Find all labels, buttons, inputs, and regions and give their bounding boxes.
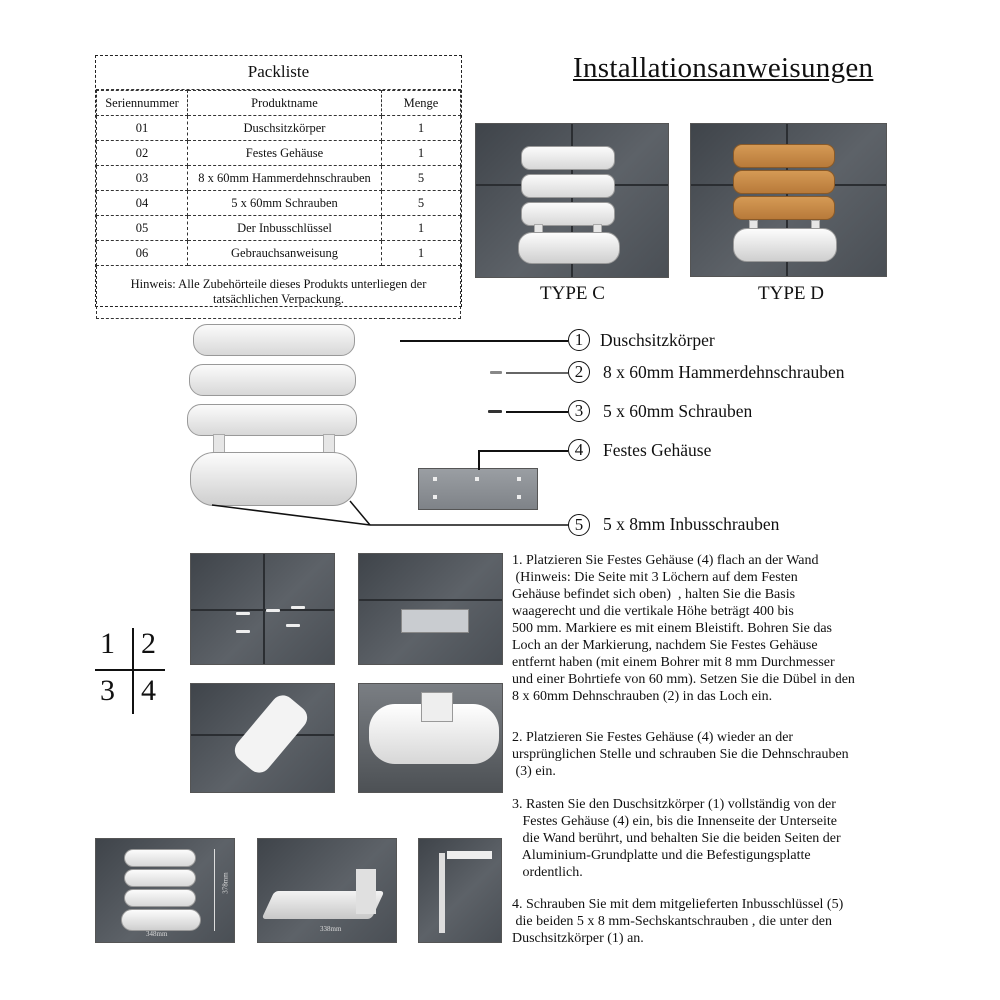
- cell-quantity: 1: [382, 141, 461, 166]
- dimension-photo-front: [95, 838, 235, 943]
- step-4-text: 4. Schrauben Sie mit dem mitgelieferten Inbusschlüssel (5) die beiden 5 x 8 mm-Sechskantschrauben , die unter den Duschsitzkörper (1) an.: [512, 897, 844, 946]
- step-2-photo: [358, 553, 503, 665]
- note-line: tatsächlichen Verpackung.: [213, 292, 344, 306]
- table-row: [97, 166, 461, 191]
- type-c-label: TYPE C: [540, 283, 605, 304]
- dimension-label: 378mm: [221, 872, 230, 894]
- cell-product: Gebrauchsanweisung: [188, 241, 382, 266]
- dimension-label: 338mm: [320, 925, 342, 933]
- dimension-label: 348mm: [146, 930, 168, 938]
- type-c-photo: [475, 123, 669, 278]
- part-number-badge: 3: [568, 400, 590, 422]
- cell-product: Duschsitzkörper: [188, 116, 382, 141]
- step-2-text: 2. Platzieren Sie Festes Gehäuse (4) wieder an der ursprünglichen Stelle und schrauben Sie die Dehnschrauben (3) ein.: [512, 730, 849, 779]
- grid-divider: [95, 669, 165, 671]
- cell-quantity: 1: [382, 116, 461, 141]
- cell-serial: 01: [97, 116, 188, 141]
- leader-line: [506, 372, 568, 374]
- part-label: 8 x 60mm Hammerdehnschrauben: [603, 362, 845, 382]
- cell-quantity: 5: [382, 191, 461, 216]
- cell-serial: 06: [97, 241, 188, 266]
- part-label: 5 x 60mm Schrauben: [603, 401, 753, 421]
- type-d-label: TYPE D: [758, 283, 824, 304]
- cell-serial: 05: [97, 216, 188, 241]
- grid-number: 4: [141, 674, 156, 707]
- leader-line: [478, 450, 480, 470]
- part-number-badge: 1: [568, 329, 590, 351]
- leader-line: [506, 411, 568, 413]
- cell-serial: 03: [97, 166, 188, 191]
- packing-list: [95, 55, 462, 307]
- table-row: [97, 241, 461, 266]
- shower-seat-illustration: [185, 322, 365, 512]
- dimension-photo-folded: [257, 838, 397, 943]
- leader-lines-part-5: [210, 495, 570, 535]
- grid-number: 2: [141, 627, 156, 660]
- anchor-screw-icon: [490, 371, 502, 374]
- leader-line: [400, 340, 568, 342]
- cell-product: Der Inbusschlüssel: [188, 216, 382, 241]
- note-line: Hinweis: Alle Zubehörteile dieses Produkts unterliegen der: [130, 277, 427, 291]
- table-row: [97, 216, 461, 241]
- part-label: Festes Gehäuse: [603, 440, 712, 460]
- dimension-photo-side: [418, 838, 502, 943]
- step-3-photo: [190, 683, 335, 793]
- part-label: 5 x 8mm Inbusschrauben: [603, 514, 780, 534]
- part-number-badge: 4: [568, 439, 590, 461]
- step-1-photo: [190, 553, 335, 665]
- type-d-photo: [690, 123, 887, 277]
- packing-list-table: [96, 56, 461, 319]
- step-4-photo: [358, 683, 503, 793]
- part-number-badge: 5: [568, 514, 590, 536]
- col-header-serial: Seriennummer: [97, 91, 188, 116]
- table-row: [97, 191, 461, 216]
- grid-number: 3: [100, 674, 115, 707]
- cell-product: 5 x 60mm Schrauben: [188, 191, 382, 216]
- cell-quantity: 1: [382, 216, 461, 241]
- step-3-text: 3. Rasten Sie den Duschsitzkörper (1) vollständig von der Festes Gehäuse (4) ein, bis die Innenseite der Unterseite die Wand berührt, und behalten Sie die beiden Seiten der Aluminium-Grundplatte und die Befestigungsplatte ordentlich.: [512, 797, 841, 880]
- cell-serial: 04: [97, 191, 188, 216]
- table-note-row: [97, 266, 461, 319]
- packing-list-title: Packliste: [96, 56, 461, 90]
- cell-product: 8 x 60mm Hammerdehnschrauben: [188, 166, 382, 191]
- cell-serial: 02: [97, 141, 188, 166]
- page-title: Installationsanweisungen: [573, 52, 874, 84]
- screw-icon: [488, 410, 502, 413]
- table-row: [97, 141, 461, 166]
- table-row: [97, 116, 461, 141]
- col-header-product: Produktname: [188, 91, 382, 116]
- col-header-quantity: Menge: [382, 91, 461, 116]
- grid-number: 1: [100, 627, 115, 660]
- cell-product: Festes Gehäuse: [188, 141, 382, 166]
- leader-line: [478, 450, 568, 452]
- grid-divider: [132, 628, 134, 714]
- cell-quantity: 1: [382, 241, 461, 266]
- part-number-badge: 2: [568, 361, 590, 383]
- part-label: Duschsitzkörper: [600, 330, 715, 350]
- cell-quantity: 5: [382, 166, 461, 191]
- packing-list-note: [97, 266, 461, 319]
- step-1-text: 1. Platzieren Sie Festes Gehäuse (4) flach an der Wand (Hinweis: Die Seite mit 3 Löchern auf dem Festen Gehäuse befindet sich oben) , halten Sie die Basis waagerecht und die vertikale Höhe beträgt 400 bis 500 mm. Markiere es mit einem Bleistift. Bohren Sie das Loch an der Markierung, nachdem Sie Festes Gehäuse entfernt haben (mit einem Bohrer mit 8 mm Durchmesser und einer Bohrtiefe von 60 mm). Setzen Sie die Dübel in den 8 x 60mm Dehnschrauben (2) in das Loch ein.: [512, 553, 855, 704]
